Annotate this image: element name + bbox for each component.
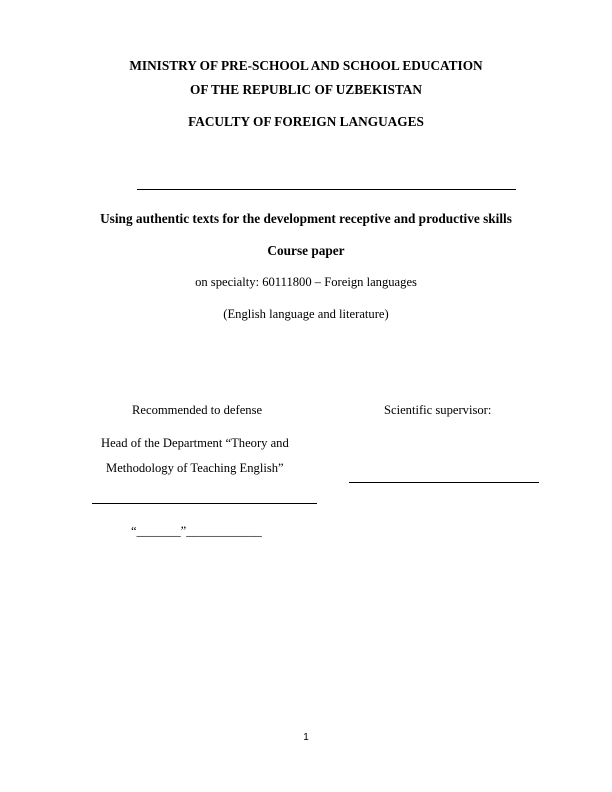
ministry-line-2: OF THE REPUBLIC OF UZBEKISTAN — [189, 82, 422, 97]
paper-title: Using authentic texts for the development receptive and productive skills — [100, 211, 512, 226]
date-line: “_______”____________ — [131, 524, 262, 538]
scientific-supervisor-label: Scientific supervisor: — [384, 403, 492, 417]
ministry-line-1: MINISTRY OF PRE-SCHOOL AND SCHOOL EDUCATION — [129, 58, 483, 73]
recommended-to-defense: Recommended to defense — [132, 403, 263, 417]
paper-type: Course paper — [267, 243, 345, 258]
head-of-department-line-1: Head of the Department “Theory and — [101, 436, 289, 450]
faculty-name: FACULTY OF FOREIGN LANGUAGES — [188, 114, 424, 129]
head-of-department-line-2: Methodology of Teaching English” — [106, 461, 284, 475]
head-signature-line — [92, 503, 317, 504]
specialty-detail: (English language and literature) — [223, 307, 389, 321]
page-number: 1 — [303, 732, 309, 743]
name-blank-rule — [137, 189, 516, 190]
specialty: on specialty: 60111800 – Foreign languages — [195, 275, 417, 289]
supervisor-signature-line — [349, 482, 539, 483]
